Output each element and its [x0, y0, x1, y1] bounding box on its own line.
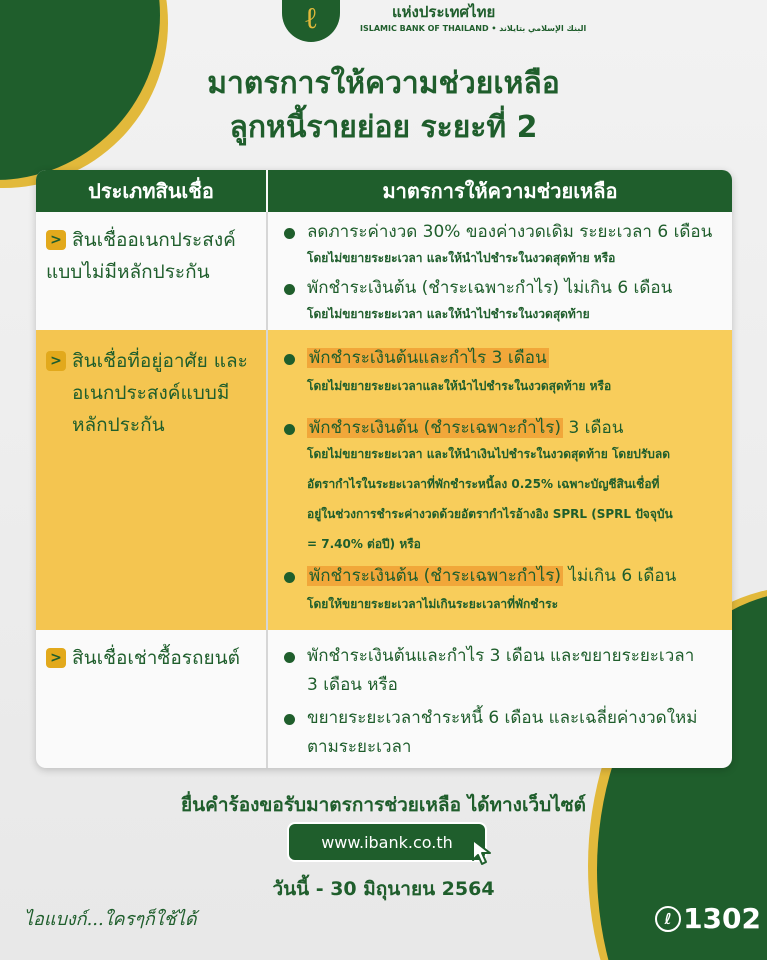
- header-measures: มาตรการให้ความช่วยเหลือ: [268, 170, 732, 212]
- arrow-icon: >: [46, 230, 66, 250]
- category-unsecured-loan: > สินเชื่ออเนกประสงค์ แบบไม่มีหลักประกัน: [46, 229, 236, 283]
- arrow-icon: >: [46, 648, 66, 668]
- category-housing-loan: > สินเชื่อที่อยู่อาศัย และ อเนกประสงค์แบบมี หลักประกัน: [46, 345, 261, 441]
- column-divider: [266, 212, 268, 768]
- arrow-icon: >: [46, 351, 66, 371]
- crescent-logo-icon: ℓ: [282, 0, 340, 42]
- list-item: พักชำระเงินต้น (ชำระเฉพาะกำไร) ไม่เกิน 6 เดือน โดยไม่ขยายระยะเวลา และให้นำไปชำระในงวดสุดท้าย: [284, 274, 724, 329]
- list-item: ขยายระยะเวลาชำระหนี้ 6 เดือน และเฉลี่ยค่างวดใหม่ ตามระยะเวลา: [284, 704, 724, 762]
- logo-thai-name: แห่งประเทศไทย: [392, 3, 496, 21]
- list-item: พักชำระเงินต้นและกำไร 3 เดือน และขยายระยะเวลา 3 เดือน หรือ: [284, 642, 724, 700]
- bullet-icon: [284, 284, 295, 295]
- list-item: ลดภาระค่างวด 30% ของค่างวดเดิม ระยะเวลา 6 เดือน โดยไม่ขยายระยะเวลา และให้นำไปชำระในงวดสุดท้าย หรือ: [284, 218, 724, 273]
- bullet-icon: [284, 652, 295, 663]
- hotline[interactable]: ℓ 1302: [655, 902, 761, 935]
- bank-logo[interactable]: [282, 0, 587, 44]
- apply-instruction: ยื่นคำร้องขอรับมาตรการช่วยเหลือ ได้ทางเว็บไซต์: [181, 794, 586, 816]
- page-title-line2: ลูกหนี้รายย่อย ระยะที่ 2: [229, 110, 538, 145]
- category-car-hire-purchase: > สินเชื่อเช่าซื้อรถยนต์: [46, 642, 261, 674]
- website-button[interactable]: www.ibank.co.th: [287, 822, 487, 862]
- list-item: พักชำระเงินต้นและกำไร 3 เดือน โดยไม่ขยายระยะเวลาและให้นำไปชำระในงวดสุดท้าย หรือ: [284, 344, 724, 401]
- phone-icon: ℓ: [655, 906, 681, 932]
- logo-english-name: ISLAMIC BANK OF THAILAND • البنك الإسلامي بتايلاند: [360, 24, 587, 33]
- list-item: พักชำระเงินต้น (ชำระเฉพาะกำไร) ไม่เกิน 6 เดือน โดยให้ขยายระยะเวลาไม่เกินระยะเวลาที่พักชำระ: [284, 562, 724, 619]
- bullet-icon: [284, 572, 295, 583]
- campaign-date: วันนี้ - 30 มิถุนายน 2564: [272, 878, 495, 900]
- bullet-icon: [284, 228, 295, 239]
- bullet-icon: [284, 354, 295, 365]
- measures-table: [36, 170, 732, 768]
- cursor-icon: [470, 838, 496, 866]
- page-title-line1: มาตรการให้ความช่วยเหลือ: [207, 66, 560, 101]
- bullet-icon: [284, 714, 295, 725]
- slogan: ไอแบงก์...ใครๆก็ใช้ได้: [24, 909, 197, 930]
- bullet-icon: [284, 424, 295, 435]
- header-loan-type: ประเภทสินเชื่อ: [36, 170, 266, 212]
- list-item: พักชำระเงินต้น (ชำระเฉพาะกำไร) 3 เดือน โดยไม่ขยายระยะเวลา และให้นำเงินไปชำระในงวดสุดท้าย โดยปรับลด อัตรากำไรในระยะเวลาที่พักชำระหนี้ลง 0.25% เฉพาะบัญชีสินเชื่อที่ อยู่ในช่วงการชำระค่างวดด้วยอัตรากำไรอ้างอิง SPRL (SPRL ปัจจุบัน = 7.40% ต่อปี) หรือ: [284, 414, 724, 559]
